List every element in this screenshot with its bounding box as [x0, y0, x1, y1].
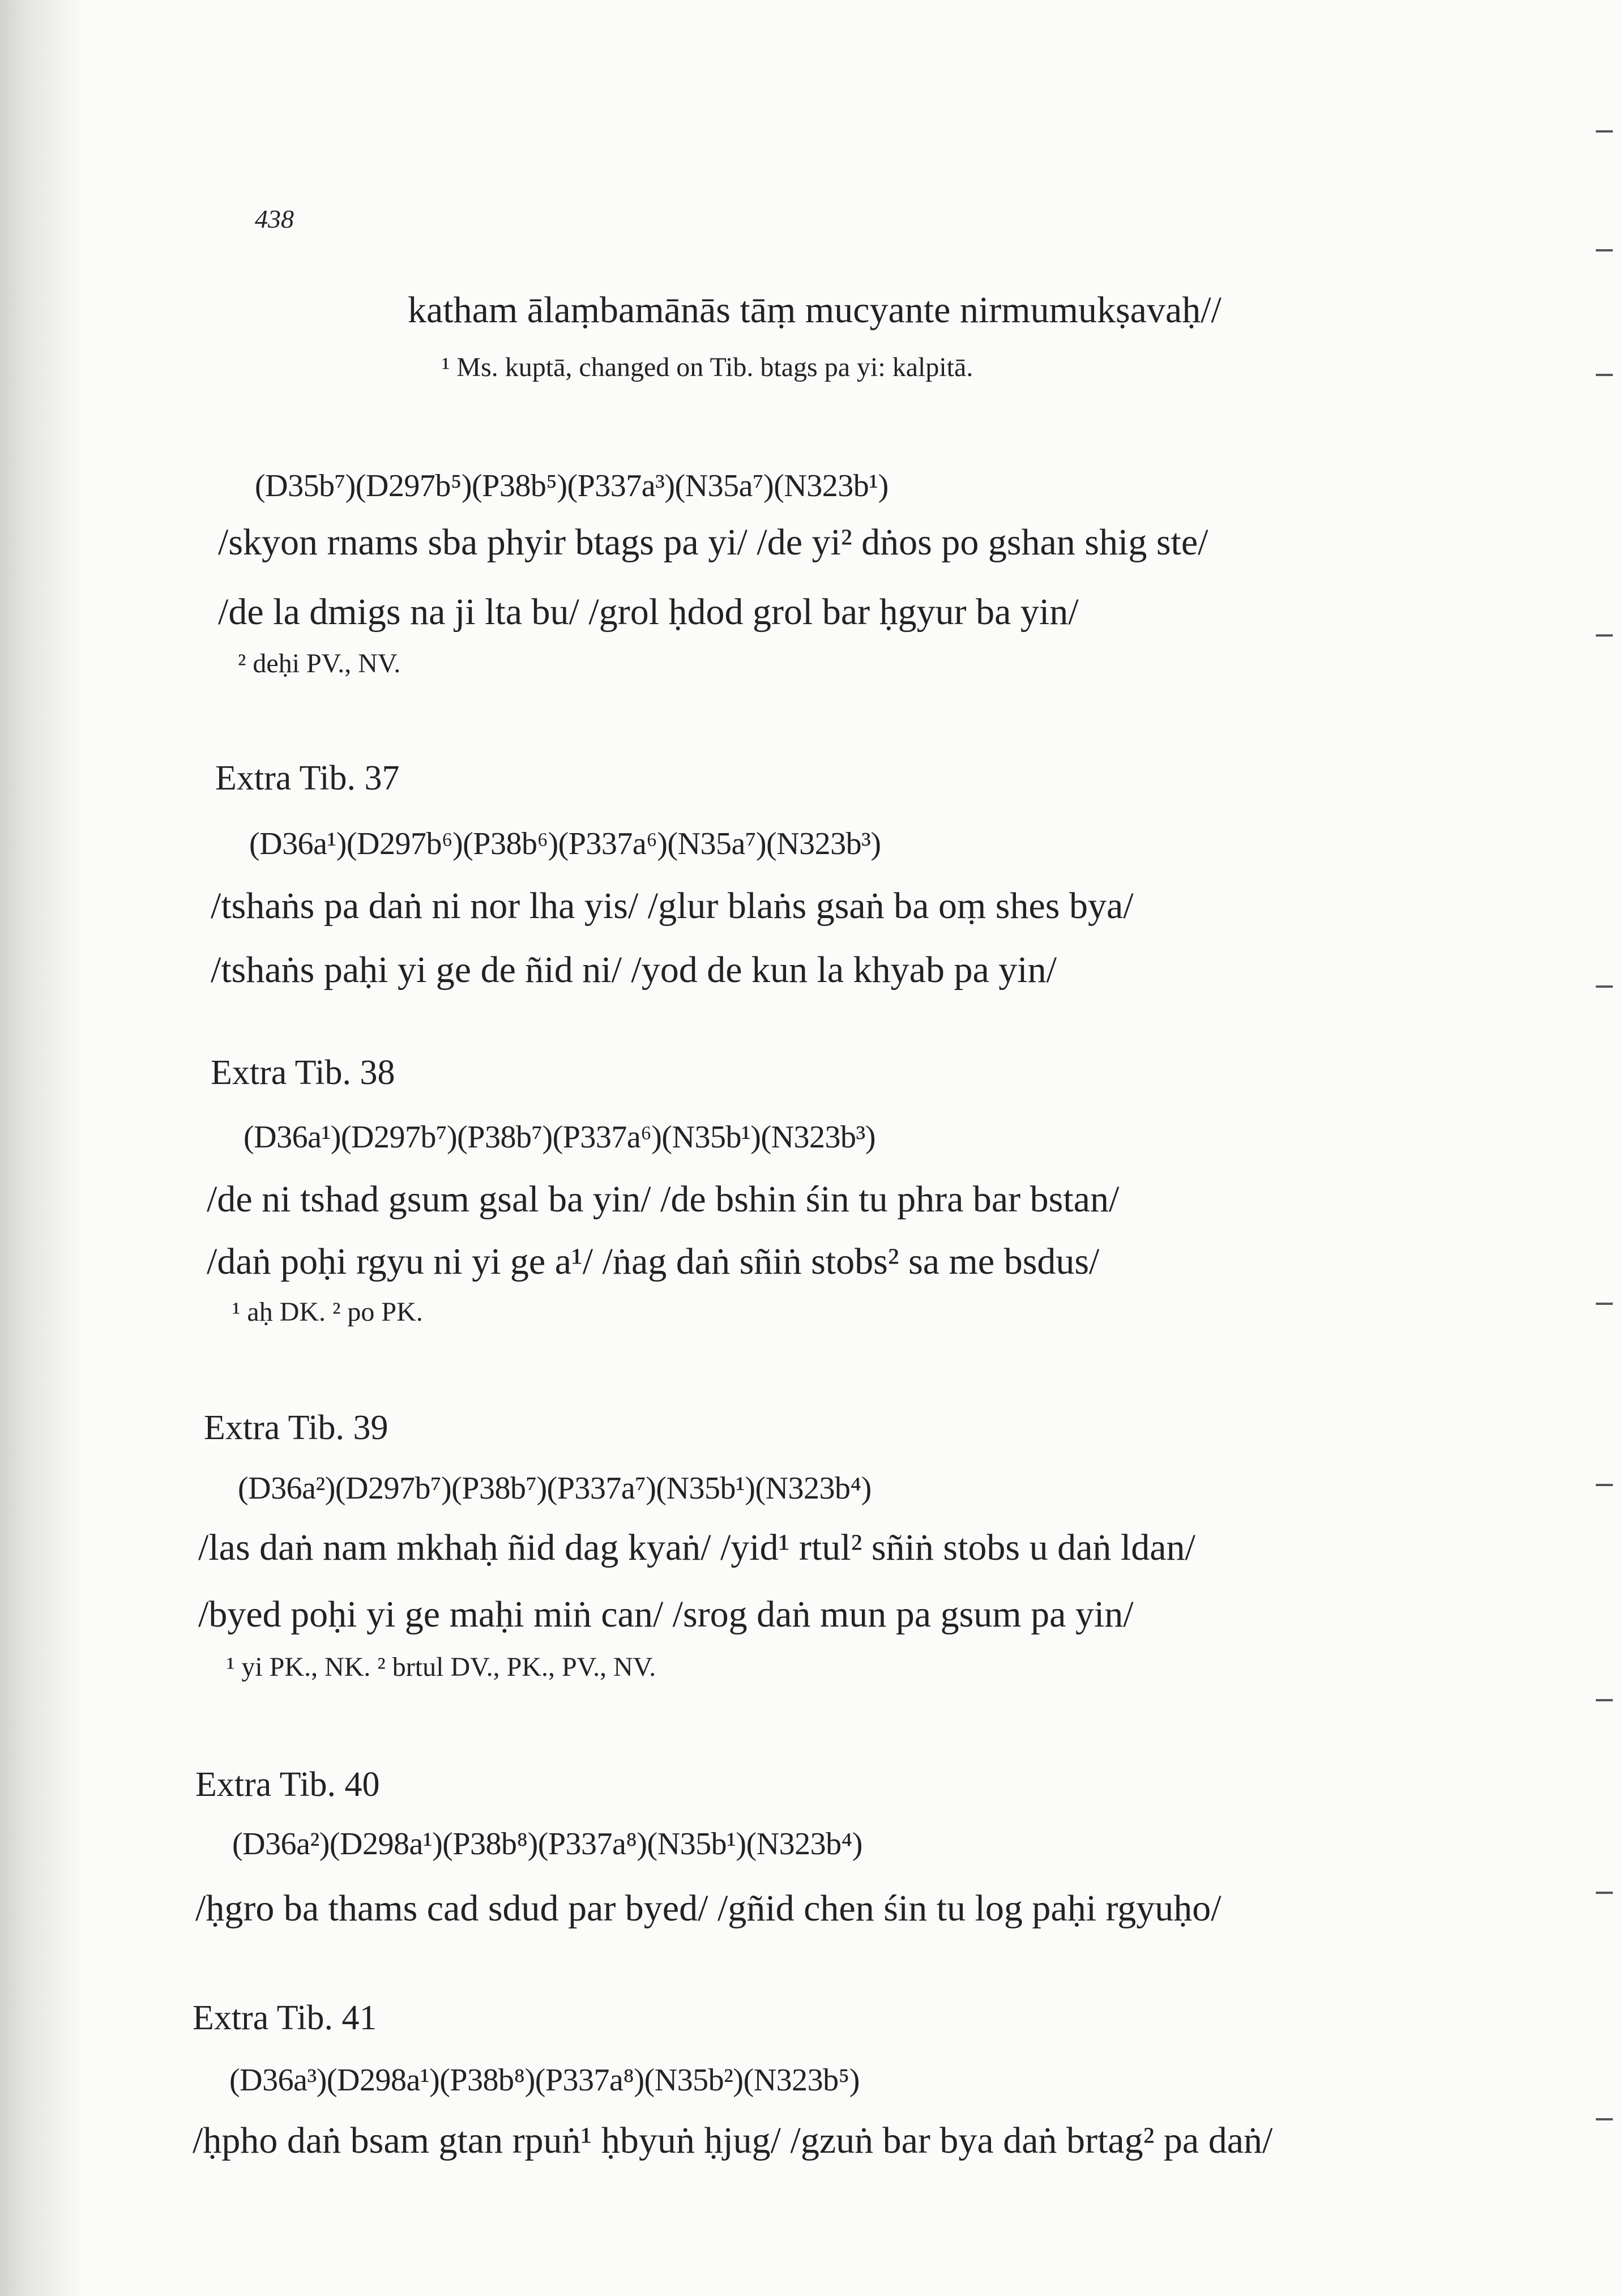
- verse-line: /las daṅ nam mkhaḥ ñid dag kyaṅ/ /yid¹ rtul² sñiṅ stobs u daṅ ldan/: [198, 1527, 1195, 1568]
- margin-tick: [1596, 1303, 1613, 1305]
- edition-references: (D35b⁷)(D297b⁵)(P38b⁵)(P337a³)(N35a⁷)(N323b¹): [255, 468, 889, 503]
- verse-line: /de la dmigs na ji lta bu/ /grol ḥdod grol bar ḥgyur ba yin/: [218, 591, 1079, 633]
- footnote: ¹ aḥ DK. ² po PK.: [232, 1297, 423, 1327]
- section-heading: Extra Tib. 41: [193, 1999, 377, 2037]
- margin-tick: [1596, 130, 1613, 133]
- footnote: ² deḥi PV., NV.: [238, 648, 401, 678]
- margin-tick: [1596, 249, 1613, 251]
- verse-line: /ḥpho daṅ bsam gtan rpuṅ¹ ḥbyuṅ ḥjug/ /gzuṅ bar bya daṅ brtag² pa daṅ/: [193, 2120, 1273, 2161]
- verse-line: /tshaṅs pa daṅ ni nor lha yis/ /glur blaṅs gsaṅ ba oṃ shes bya/: [211, 885, 1134, 927]
- margin-tick: [1596, 2118, 1613, 2120]
- verse-line: /de ni tshad gsum gsal ba yin/ /de bshin śin tu phra bar bstan/: [207, 1179, 1120, 1220]
- edition-references: (D36a²)(D298a¹)(P38b⁸)(P337a⁸)(N35b¹)(N323b⁴): [232, 1826, 862, 1862]
- sanskrit-verse: katham ālaṃbamānās tāṃ mucyante nirmumukṣavaḥ//: [408, 289, 1221, 331]
- section-heading: Extra Tib. 40: [195, 1765, 380, 1804]
- margin-tick: [1596, 634, 1613, 637]
- verse-line: /byed poḥi yi ge maḥi miṅ can/ /srog daṅ mun pa gsum pa yin/: [198, 1594, 1134, 1635]
- margin-tick: [1596, 1484, 1613, 1486]
- verse-line: /tshaṅs paḥi yi ge de ñid ni/ /yod de kun la khyab pa yin/: [211, 949, 1057, 991]
- margin-tick: [1596, 985, 1613, 988]
- edition-references: (D36a²)(D297b⁷)(P38b⁷)(P337a⁷)(N35b¹)(N323b⁴): [238, 1471, 872, 1506]
- section-heading: Extra Tib. 38: [211, 1053, 395, 1092]
- scan-shadow-edge: [0, 0, 85, 2296]
- section-heading: Extra Tib. 37: [215, 759, 400, 797]
- verse-line: /ḥgro ba thams cad sdud par byed/ /gñid chen śin tu log paḥi rgyuḥo/: [195, 1888, 1221, 1929]
- verse-line: /skyon rnams sba phyir btags pa yi/ /de yi² dṅos po gshan shig ste/: [218, 522, 1208, 563]
- edition-references: (D36a³)(D298a¹)(P38b⁸)(P337a⁸)(N35b²)(N323b⁵): [229, 2063, 860, 2098]
- page-number: 438: [255, 204, 294, 233]
- margin-tick: [1596, 1892, 1613, 1894]
- footnote-1: ¹ Ms. kuptā, changed on Tib. btags pa yi: kalpitā.: [442, 352, 973, 382]
- footnote: ¹ yi PK., NK. ² brtul DV., PK., PV., NV.: [227, 1652, 656, 1682]
- verse-line: /daṅ poḥi rgyu ni yi ge a¹/ /ṅag daṅ sñiṅ stobs² sa me bsdus/: [207, 1241, 1100, 1282]
- margin-tick: [1596, 1699, 1613, 1701]
- edition-references: (D36a¹)(D297b⁶)(P38b⁶)(P337a⁶)(N35a⁷)(N323b³): [249, 826, 881, 861]
- edition-references: (D36a¹)(D297b⁷)(P38b⁷)(P337a⁶)(N35b¹)(N323b³): [244, 1120, 875, 1155]
- section-heading: Extra Tib. 39: [204, 1409, 388, 1447]
- margin-tick: [1596, 374, 1613, 376]
